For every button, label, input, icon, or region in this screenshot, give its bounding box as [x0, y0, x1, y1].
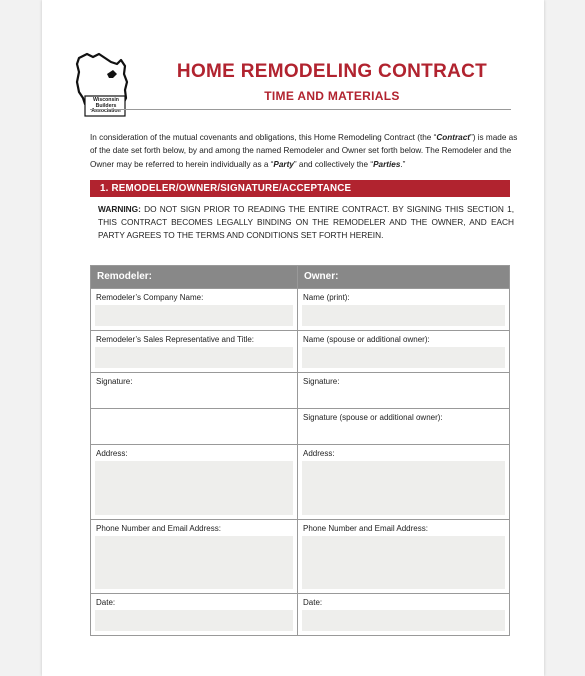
field-label — [91, 409, 297, 423]
owner-spouse-name-field[interactable] — [302, 347, 505, 368]
intro-term-contract: Contract — [436, 133, 471, 142]
intro-text-3: ” and collectively the “ — [293, 159, 374, 169]
owner-date-field[interactable] — [302, 610, 505, 631]
table-row — [91, 373, 510, 409]
field-label: Remodeler’s Company Name: — [96, 293, 204, 302]
field-label: Name (print): — [303, 293, 350, 302]
title-divider — [90, 109, 511, 110]
table-row — [91, 594, 510, 636]
intro-term-party: Party — [273, 159, 294, 169]
section-heading: 1. REMODELER/OWNER/SIGNATURE/ACCEPTANCE — [90, 180, 510, 197]
remodeler-address-field[interactable] — [95, 461, 293, 515]
remodeler-date-field[interactable] — [95, 610, 293, 631]
field-label: Name (spouse or additional owner): — [303, 335, 430, 344]
field-label: Signature: — [96, 377, 133, 386]
intro-text-1: In consideration of the mutual covenants and obligations, this Home Remodeling Contract (the “ — [90, 133, 437, 142]
remodeler-column-header: Remodeler: — [91, 266, 298, 289]
table-header-row — [91, 266, 510, 289]
intro-paragraph — [90, 131, 520, 171]
field-label: Phone Number and Email Address: — [303, 524, 428, 533]
field-label: Signature: — [303, 377, 340, 386]
table-row — [91, 445, 510, 520]
field-label: Address: — [96, 449, 128, 458]
intro-text-2: ”) is made as of the date set forth below, by and among the named Remodeler and Owner set forth below. The Remodeler and the Owner may be referred to herein individually as a “ — [90, 133, 518, 169]
logo-caption: Wisconsin Builders Association — [91, 97, 121, 115]
owner-name-field[interactable] — [302, 305, 505, 326]
document-subtitle: TIME AND MATERIALS — [264, 89, 400, 103]
warning-label: WARNING: — [98, 204, 141, 214]
remodeler-signature-field[interactable] — [91, 409, 298, 445]
warning-paragraph — [98, 203, 514, 243]
remodeler-company-name-field[interactable] — [95, 305, 293, 326]
intro-text-4: .” — [400, 159, 406, 169]
owner-address-field[interactable] — [302, 461, 505, 515]
intro-term-parties: Parties — [373, 159, 401, 169]
table-row — [91, 331, 510, 373]
document-title: HOME REMODELING CONTRACT — [176, 61, 488, 82]
table-row — [91, 520, 510, 594]
field-label: Phone Number and Email Address: — [96, 524, 221, 533]
table-row — [91, 289, 510, 331]
signature-table — [90, 265, 510, 636]
remodeler-phone-email-field[interactable] — [95, 536, 293, 589]
field-label: Address: — [303, 449, 335, 458]
owner-column-header: Owner: — [298, 266, 510, 289]
field-label: Date: — [96, 598, 116, 607]
field-label: Date: — [303, 598, 323, 607]
owner-phone-email-field[interactable] — [302, 536, 505, 589]
field-label: Signature (spouse or additional owner): — [303, 413, 443, 422]
warning-text: DO NOT SIGN PRIOR TO READING THE ENTIRE CONTRACT. BY SIGNING THIS SECTION 1, THIS CONTRACT BECOMES LEGALLY BINDING ON THE REMODELER AND THE OWNER, AND EACH PARTY AGREES TO THE TERMS AND CONDITIONS SET FORTH HEREIN. — [98, 204, 514, 241]
remodeler-sales-rep-field[interactable] — [95, 347, 293, 368]
table-row — [91, 409, 510, 445]
field-label: Remodeler’s Sales Representative and Title: — [96, 335, 255, 344]
document-page — [42, 0, 544, 676]
